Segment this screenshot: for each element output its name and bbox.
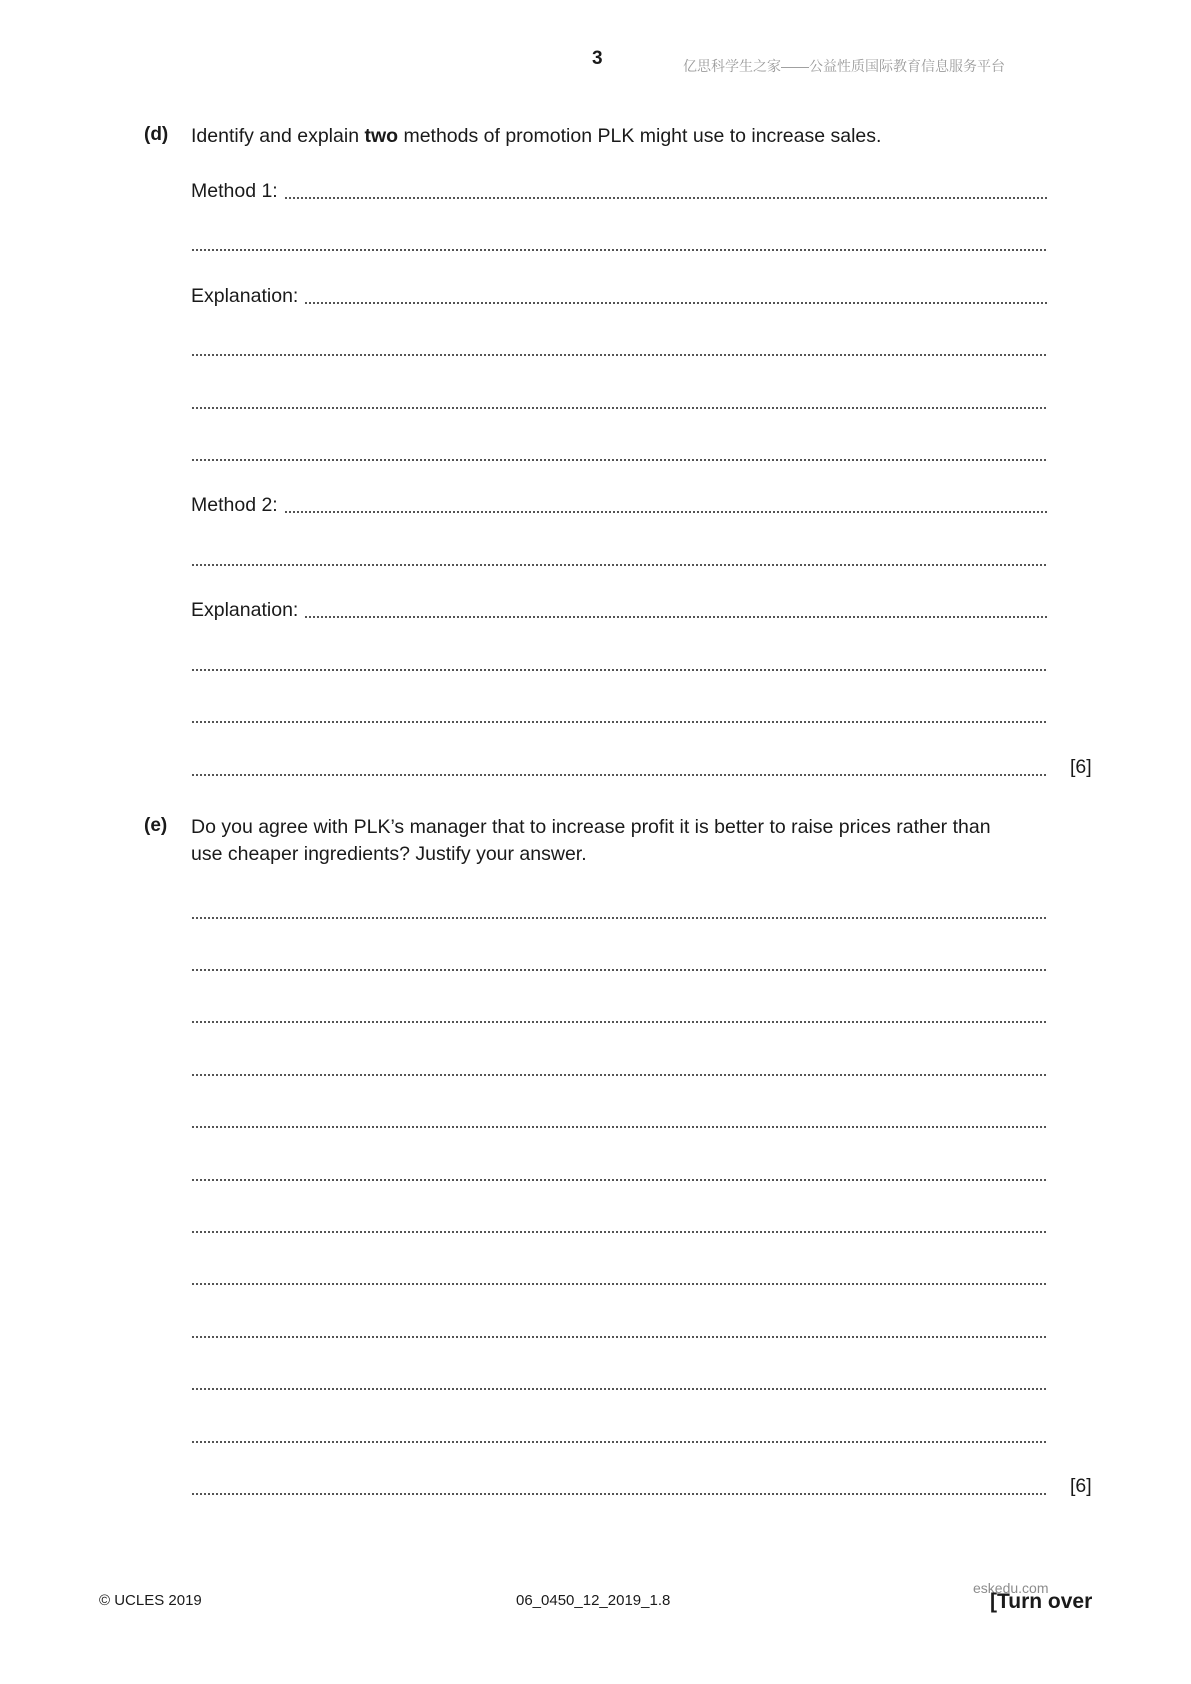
answer-line[interactable] — [191, 1475, 1048, 1499]
explanation-1-label: Explanation: — [191, 285, 299, 307]
dotted-line — [191, 1441, 1048, 1443]
answer-line[interactable] — [191, 703, 1048, 727]
method-1-label: Method 1: — [191, 180, 278, 202]
dotted-line — [191, 1388, 1048, 1390]
dotted-line — [304, 616, 1048, 618]
question-e-text-line-2: use cheaper ingredients? Justify your answer. — [191, 843, 587, 865]
method-2-answer-line[interactable] — [191, 493, 1048, 517]
answer-line[interactable] — [191, 1003, 1048, 1027]
dotted-line — [191, 1283, 1048, 1285]
dotted-line — [191, 354, 1048, 356]
answer-line[interactable] — [191, 1161, 1048, 1185]
dotted-line — [191, 669, 1048, 671]
question-e-label: (e) — [144, 815, 168, 836]
answer-line[interactable] — [191, 389, 1048, 413]
question-e-marks: [6] — [1070, 1475, 1092, 1497]
dotted-line — [191, 249, 1048, 251]
explanation-2-answer-line[interactable] — [191, 598, 1048, 622]
dotted-line — [191, 1493, 1048, 1495]
answer-line[interactable] — [191, 1056, 1048, 1080]
question-d-text-bold: two — [364, 125, 399, 147]
question-e-text-line-1: Do you agree with PLK’s manager that to increase profit it is better to raise prices rather than — [191, 816, 991, 838]
dotted-line — [191, 969, 1048, 971]
explanation-2-label: Explanation: — [191, 599, 299, 621]
answer-line[interactable] — [191, 231, 1048, 255]
question-d-label: (d) — [144, 124, 169, 145]
dotted-line — [191, 917, 1048, 919]
answer-line[interactable] — [191, 756, 1048, 780]
answer-line[interactable] — [191, 899, 1048, 923]
question-d-text-end: methods of promotion PLK might use to increase sales. — [398, 125, 882, 147]
answer-line[interactable] — [191, 1423, 1048, 1447]
dotted-line — [191, 1179, 1048, 1181]
dotted-line — [191, 1126, 1048, 1128]
answer-line[interactable] — [191, 951, 1048, 975]
answer-line[interactable] — [191, 441, 1048, 465]
dotted-line — [191, 721, 1048, 723]
explanation-1-answer-line[interactable] — [191, 284, 1048, 308]
page-number: 3 — [592, 48, 603, 69]
dotted-line — [284, 511, 1048, 513]
dotted-line — [191, 774, 1048, 776]
answer-line[interactable] — [191, 1265, 1048, 1289]
footer-copyright: © UCLES 2019 — [99, 1592, 202, 1609]
dotted-line — [191, 1021, 1048, 1023]
answer-line[interactable] — [191, 651, 1048, 675]
dotted-line — [191, 407, 1048, 409]
answer-line[interactable] — [191, 336, 1048, 360]
method-2-label: Method 2: — [191, 494, 278, 516]
answer-line[interactable] — [191, 1108, 1048, 1132]
dotted-line — [191, 459, 1048, 461]
answer-line[interactable] — [191, 546, 1048, 570]
question-d-marks: [6] — [1070, 756, 1092, 778]
footer-site-watermark: eskedu.com — [973, 1580, 1049, 1596]
dotted-line — [191, 1336, 1048, 1338]
turn-over-label: [Turn over — [990, 1590, 1093, 1613]
answer-line[interactable] — [191, 1370, 1048, 1394]
answer-line[interactable] — [191, 1318, 1048, 1342]
header-watermark: 亿思科学生之家——公益性质国际教育信息服务平台 — [683, 58, 1005, 74]
footer-paper-code: 06_0450_12_2019_1.8 — [516, 1592, 671, 1609]
answer-line[interactable] — [191, 1213, 1048, 1237]
dotted-line — [191, 1231, 1048, 1233]
dotted-line — [284, 197, 1048, 199]
question-d-text-start: Identify and explain — [191, 125, 365, 147]
question-d-text — [191, 123, 881, 150]
dotted-line — [191, 1074, 1048, 1076]
dotted-line — [304, 302, 1048, 304]
dotted-line — [191, 564, 1048, 566]
method-1-answer-line[interactable] — [191, 179, 1048, 203]
